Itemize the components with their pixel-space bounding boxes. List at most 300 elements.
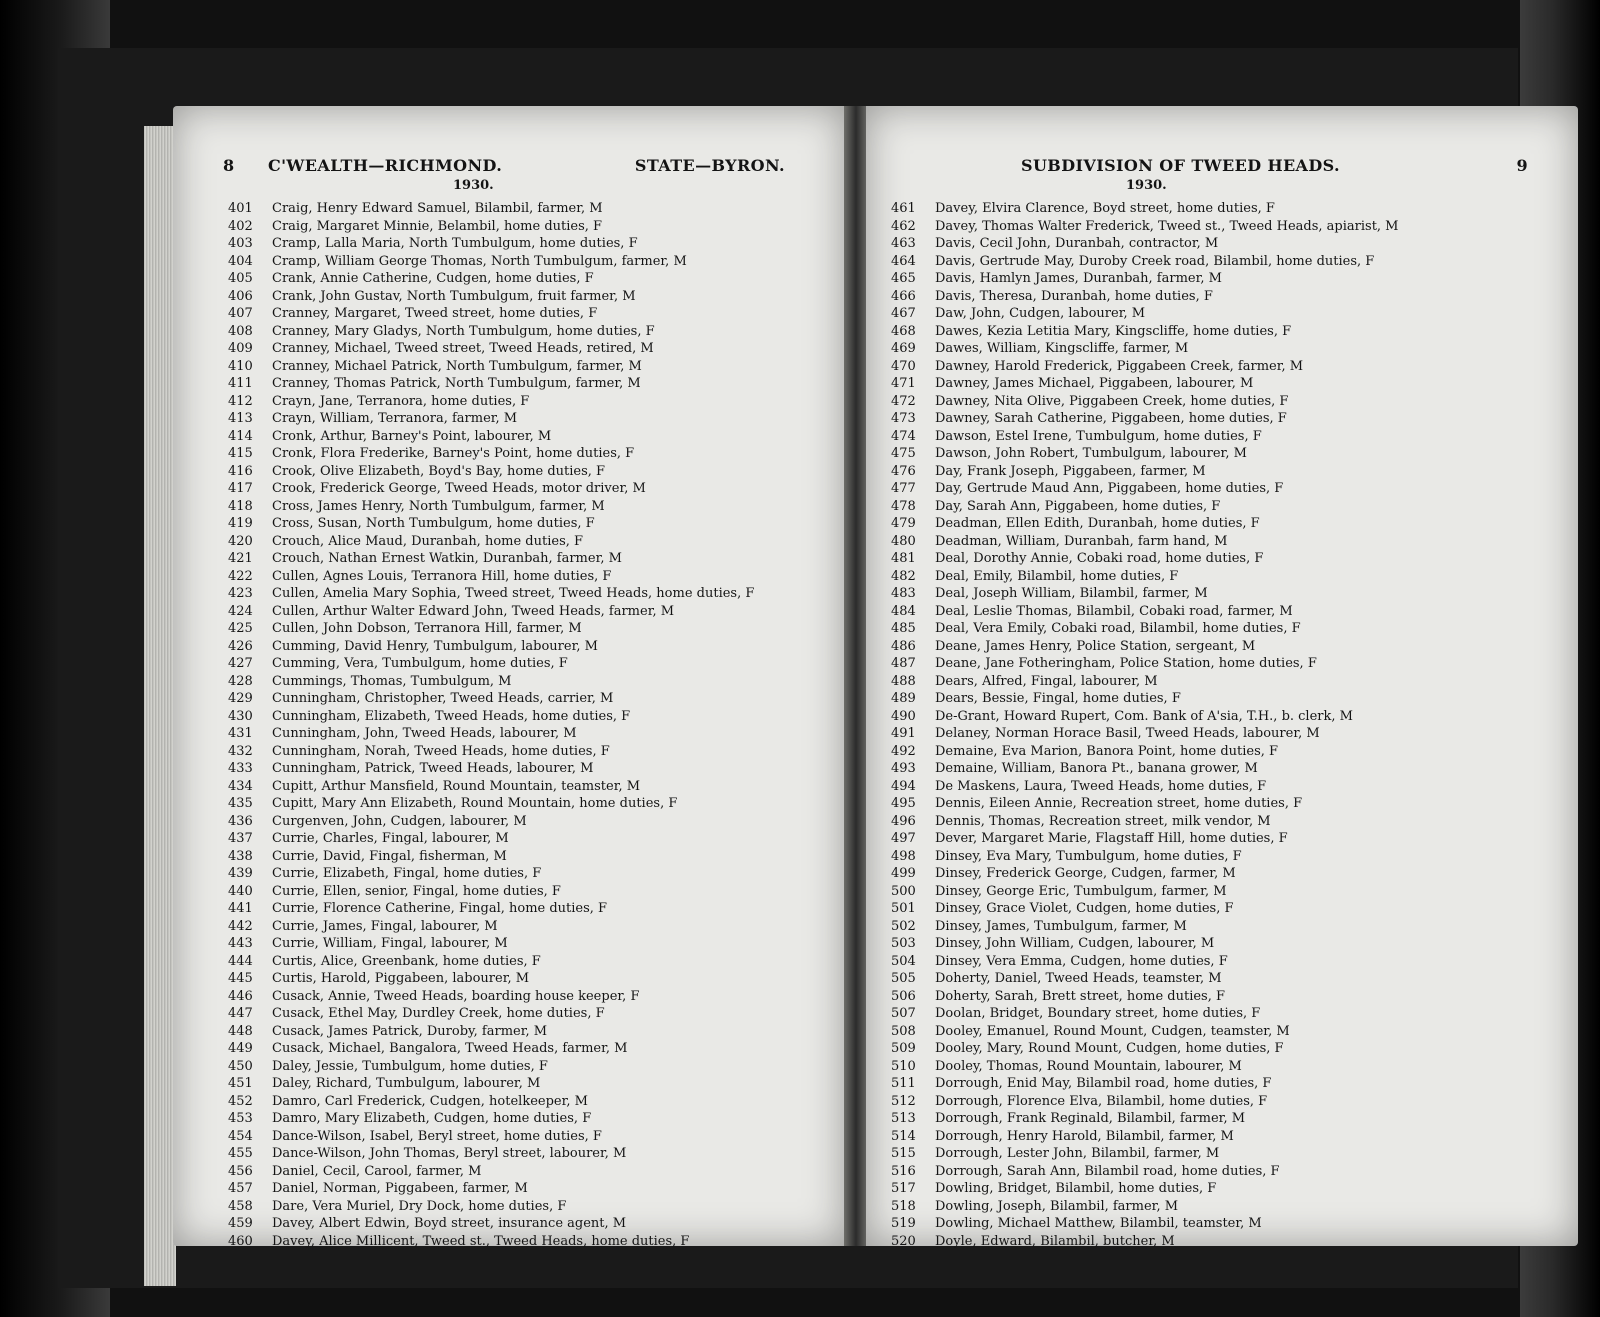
entry-number: 430 — [228, 708, 253, 724]
entry-text: Deadman, Ellen Edith, Duranbah, home duties, F — [935, 516, 1260, 531]
entry-text: Cranney, Thomas Patrick, North Tumbulgum, farmer, M — [272, 376, 641, 391]
entry-number: 413 — [228, 411, 253, 426]
entry-text: Cupitt, Arthur Mansfield, Round Mountain, teamster, M — [272, 778, 641, 794]
entry-number: 477 — [891, 481, 916, 496]
roll-entry — [228, 638, 754, 656]
roll-entry — [891, 218, 1399, 236]
entry-text: Dinsey, James, Tumbulgum, farmer, M — [935, 918, 1187, 934]
entry-text: Dowling, Bridget, Bilambil, home duties, F — [935, 1181, 1217, 1196]
roll-entry — [228, 690, 754, 708]
entry-number: 480 — [891, 533, 916, 549]
roll-entry — [891, 1023, 1399, 1041]
entry-number: 493 — [891, 761, 916, 776]
entry-text: Davey, Elvira Clarence, Boyd street, home duties, F — [935, 201, 1275, 216]
roll-entry — [891, 1093, 1399, 1111]
entry-number: 507 — [891, 1006, 916, 1021]
roll-entry — [228, 1005, 754, 1023]
entry-text: Cusack, Annie, Tweed Heads, boarding house keeper, F — [272, 988, 640, 1004]
left-page — [173, 106, 845, 1249]
left-header-state: STATE—BYRON. — [634, 156, 785, 175]
roll-entry — [228, 778, 754, 796]
roll-entry — [891, 830, 1399, 848]
entry-text: Dawes, William, Kingscliffe, farmer, M — [935, 341, 1189, 356]
entry-text: Currie, Elizabeth, Fingal, home duties, F — [272, 866, 542, 881]
roll-entry — [228, 1145, 754, 1163]
roll-entry — [891, 568, 1399, 586]
roll-entry — [228, 340, 754, 358]
entry-number: 451 — [228, 1076, 253, 1091]
entry-number: 494 — [891, 778, 916, 794]
roll-entry — [891, 1005, 1399, 1023]
roll-entry — [228, 480, 754, 498]
roll-entry — [891, 375, 1399, 393]
entry-text: Dawson, John Robert, Tumbulgum, labourer, M — [935, 446, 1247, 461]
roll-entry — [228, 585, 754, 603]
entry-text: Cupitt, Mary Ann Elizabeth, Round Mountain, home duties, F — [272, 796, 678, 811]
roll-entry — [228, 813, 754, 831]
entry-number: 448 — [228, 1023, 253, 1039]
entry-text: Cusack, Michael, Bangalora, Tweed Heads, farmer, M — [272, 1041, 628, 1056]
right-page — [866, 106, 1578, 1249]
entry-text: Dowling, Michael Matthew, Bilambil, teamster, M — [935, 1216, 1262, 1231]
roll-entry — [228, 900, 754, 918]
entry-number: 516 — [891, 1163, 916, 1179]
roll-entry — [891, 1075, 1399, 1093]
roll-entry — [891, 1110, 1399, 1128]
entry-text: Craig, Henry Edward Samuel, Bilambil, farmer, M — [272, 201, 603, 216]
entry-number: 484 — [891, 603, 916, 619]
entry-number: 492 — [891, 743, 916, 759]
roll-entry — [228, 393, 754, 411]
roll-entry — [891, 1180, 1399, 1198]
entry-number: 489 — [891, 691, 916, 706]
roll-entry — [891, 795, 1399, 813]
entry-text: Davey, Albert Edwin, Boyd street, insurance agent, M — [272, 1216, 627, 1231]
roll-entry — [228, 743, 754, 761]
entry-number: 479 — [891, 516, 916, 531]
entry-text: Dears, Bessie, Fingal, home duties, F — [935, 691, 1181, 706]
roll-entry — [228, 445, 754, 463]
roll-entry — [228, 1233, 754, 1251]
entry-text: Daniel, Norman, Piggabeen, farmer, M — [272, 1181, 528, 1196]
left-header-title: C'WEALTH—RICHMOND. — [268, 156, 503, 175]
roll-entry — [891, 620, 1399, 638]
roll-entry — [891, 253, 1399, 271]
entry-text: Dance-Wilson, John Thomas, Beryl street, labourer, M — [272, 1146, 627, 1161]
entry-number: 515 — [891, 1146, 916, 1161]
entry-number: 423 — [228, 586, 253, 601]
entry-number: 469 — [891, 341, 916, 356]
entry-text: Cronk, Flora Frederike, Barney's Point, home duties, F — [272, 446, 635, 461]
entry-text: Cross, Susan, North Tumbulgum, home duties, F — [272, 516, 595, 531]
entry-text: Crouch, Nathan Ernest Watkin, Duranbah, farmer, M — [272, 551, 622, 566]
entry-text: Dooley, Thomas, Round Mountain, labourer, M — [935, 1058, 1242, 1074]
entry-text: Day, Sarah Ann, Piggabeen, home duties, F — [935, 498, 1221, 514]
entry-number: 425 — [228, 621, 253, 636]
entry-number: 431 — [228, 726, 253, 741]
roll-entry — [891, 533, 1399, 551]
roll-entry — [891, 270, 1399, 288]
roll-entry — [891, 515, 1399, 533]
entry-number: 478 — [891, 498, 916, 514]
roll-entry — [891, 235, 1399, 253]
entry-number: 409 — [228, 341, 253, 356]
roll-entry — [891, 323, 1399, 341]
roll-entry — [891, 760, 1399, 778]
entry-text: Dinsey, Vera Emma, Cudgen, home duties, F — [935, 953, 1228, 969]
entry-number: 463 — [891, 236, 916, 251]
entry-number: 457 — [228, 1181, 253, 1196]
entry-number: 486 — [891, 638, 916, 654]
entry-number: 432 — [228, 743, 253, 759]
page-number-right: 9 — [1516, 156, 1528, 175]
roll-entry — [228, 673, 754, 691]
entry-text: Doherty, Daniel, Tweed Heads, teamster, M — [935, 971, 1222, 986]
entry-text: Cumming, David Henry, Tumbulgum, labourer, M — [272, 638, 598, 654]
entry-text: Cummings, Thomas, Tumbulgum, M — [272, 673, 512, 689]
entry-text: Cranney, Michael, Tweed street, Tweed Heads, retired, M — [272, 341, 654, 356]
entry-number: 410 — [228, 358, 253, 374]
entry-number: 458 — [228, 1198, 253, 1214]
roll-entry — [228, 935, 754, 953]
entry-number: 504 — [891, 953, 916, 969]
entry-text: De-Grant, Howard Rupert, Com. Bank of A'sia, T.H., b. clerk, M — [935, 708, 1353, 724]
entry-text: De Maskens, Laura, Tweed Heads, home duties, F — [935, 778, 1267, 794]
entry-text: Dance-Wilson, Isabel, Beryl street, home duties, F — [272, 1128, 602, 1144]
entry-number: 514 — [891, 1128, 916, 1144]
entry-number: 452 — [228, 1093, 253, 1109]
entry-number: 441 — [228, 901, 253, 916]
roll-entry — [228, 1215, 754, 1233]
roll-entry — [891, 708, 1399, 726]
page-edges — [144, 126, 176, 1286]
entry-text: Crook, Frederick George, Tweed Heads, motor driver, M — [272, 481, 646, 496]
entry-text: Doherty, Sarah, Brett street, home duties, F — [935, 988, 1225, 1004]
roll-entry — [891, 445, 1399, 463]
entry-number: 449 — [228, 1041, 253, 1056]
entry-number: 459 — [228, 1216, 253, 1231]
entry-number: 499 — [891, 866, 916, 881]
entry-number: 408 — [228, 323, 253, 339]
entry-text: Cunningham, Norah, Tweed Heads, home duties, F — [272, 743, 610, 759]
roll-entry — [228, 463, 754, 481]
entry-text: Curtis, Alice, Greenbank, home duties, F — [272, 953, 541, 969]
entry-number: 503 — [891, 936, 916, 951]
roll-entry — [891, 953, 1399, 971]
roll-entry — [228, 1075, 754, 1093]
entry-number: 420 — [228, 533, 253, 549]
entry-number: 475 — [891, 446, 916, 461]
entry-number: 472 — [891, 393, 916, 409]
entry-number: 424 — [228, 603, 253, 619]
roll-entry — [228, 410, 754, 428]
right-entry-list — [891, 200, 1399, 1250]
entry-text: Dinsey, John William, Cudgen, labourer, M — [935, 936, 1215, 951]
roll-entry — [891, 655, 1399, 673]
entry-text: Dawney, Nita Olive, Piggabeen Creek, home duties, F — [935, 393, 1289, 409]
entry-text: Dawney, Sarah Catherine, Piggabeen, home duties, F — [935, 411, 1287, 426]
roll-entry — [228, 1058, 754, 1076]
entry-number: 471 — [891, 376, 916, 391]
entry-text: Cullen, Agnes Louis, Terranora Hill, home duties, F — [272, 568, 612, 584]
entry-text: Dorrough, Enid May, Bilambil road, home duties, F — [935, 1076, 1272, 1091]
entry-number: 438 — [228, 848, 253, 864]
roll-entry — [891, 935, 1399, 953]
roll-entry — [228, 603, 754, 621]
roll-entry — [228, 1128, 754, 1146]
entry-text: Daniel, Cecil, Carool, farmer, M — [272, 1163, 482, 1179]
roll-entry — [228, 883, 754, 901]
roll-entry — [228, 918, 754, 936]
entry-text: Crouch, Alice Maud, Duranbah, home duties, F — [272, 533, 584, 549]
right-header-title: SUBDIVISION OF TWEED HEADS. — [1021, 156, 1340, 175]
entry-number: 474 — [891, 428, 916, 444]
entry-number: 437 — [228, 831, 253, 846]
roll-entry — [228, 498, 754, 516]
roll-entry — [891, 200, 1399, 218]
roll-entry — [891, 393, 1399, 411]
entry-text: Dinsey, Grace Violet, Cudgen, home duties, F — [935, 901, 1234, 916]
entry-number: 509 — [891, 1041, 916, 1056]
entry-text: Cullen, Amelia Mary Sophia, Tweed street, Tweed Heads, home duties, F — [272, 586, 755, 601]
roll-entry — [228, 795, 754, 813]
roll-entry — [228, 533, 754, 551]
roll-entry — [228, 1093, 754, 1111]
entry-number: 401 — [228, 201, 253, 216]
entry-text: Crayn, William, Terranora, farmer, M — [272, 411, 518, 426]
right-page-header — [906, 156, 1538, 184]
roll-entry — [228, 1180, 754, 1198]
roll-entry — [228, 270, 754, 288]
entry-number: 402 — [228, 218, 253, 234]
entry-number: 439 — [228, 866, 253, 881]
roll-entry — [891, 1040, 1399, 1058]
entry-number: 434 — [228, 778, 253, 794]
entry-number: 453 — [228, 1111, 253, 1126]
entry-text: Dinsey, George Eric, Tumbulgum, farmer, M — [935, 883, 1227, 899]
entry-number: 454 — [228, 1128, 253, 1144]
entry-text: Dorrough, Florence Elva, Bilambil, home duties, F — [935, 1093, 1268, 1109]
entry-number: 466 — [891, 288, 916, 304]
entry-text: Dorrough, Henry Harold, Bilambil, farmer, M — [935, 1128, 1234, 1144]
entry-text: Dinsey, Eva Mary, Tumbulgum, home duties, F — [935, 848, 1242, 864]
roll-entry — [891, 1128, 1399, 1146]
entry-text: Dooley, Mary, Round Mount, Cudgen, home duties, F — [935, 1041, 1284, 1056]
entry-number: 427 — [228, 656, 253, 671]
entry-number: 495 — [891, 796, 916, 811]
roll-entry — [891, 305, 1399, 323]
entry-number: 422 — [228, 568, 253, 584]
roll-entry — [891, 1198, 1399, 1216]
book-gutter — [844, 106, 868, 1246]
entry-number: 456 — [228, 1163, 253, 1179]
roll-entry — [891, 865, 1399, 883]
entry-number: 415 — [228, 446, 253, 461]
entry-text: Currie, Florence Catherine, Fingal, home duties, F — [272, 901, 608, 916]
roll-entry — [891, 498, 1399, 516]
entry-number: 433 — [228, 761, 253, 776]
entry-number: 491 — [891, 726, 916, 741]
roll-entry — [228, 323, 754, 341]
roll-entry — [891, 1058, 1399, 1076]
entry-number: 496 — [891, 813, 916, 829]
entry-text: Cunningham, Christopher, Tweed Heads, carrier, M — [272, 691, 614, 706]
roll-entry — [891, 988, 1399, 1006]
entry-number: 511 — [891, 1076, 916, 1091]
roll-entry — [891, 848, 1399, 866]
entry-number: 455 — [228, 1146, 253, 1161]
entry-number: 518 — [891, 1198, 916, 1214]
entry-text: Dears, Alfred, Fingal, labourer, M — [935, 673, 1158, 689]
entry-number: 470 — [891, 358, 916, 374]
roll-entry — [228, 550, 754, 568]
entry-text: Crank, John Gustav, North Tumbulgum, fruit farmer, M — [272, 288, 636, 304]
entry-text: Dawney, James Michael, Piggabeen, labourer, M — [935, 376, 1254, 391]
entry-text: Daw, John, Cudgen, labourer, M — [935, 306, 1146, 321]
entry-number: 512 — [891, 1093, 916, 1109]
entry-text: Curgenven, John, Cudgen, labourer, M — [272, 813, 527, 829]
right-page-year: 1930. — [1126, 178, 1167, 193]
roll-entry — [228, 830, 754, 848]
page-number-left: 8 — [223, 156, 235, 175]
entry-text: Crayn, Jane, Terranora, home duties, F — [272, 393, 530, 409]
entry-text: Craig, Margaret Minnie, Belambil, home duties, F — [272, 218, 603, 234]
roll-entry — [228, 970, 754, 988]
entry-number: 406 — [228, 288, 253, 304]
entry-number: 435 — [228, 796, 253, 811]
entry-number: 442 — [228, 918, 253, 934]
roll-entry — [228, 1110, 754, 1128]
roll-entry — [228, 620, 754, 638]
entry-text: Deane, Jane Fotheringham, Police Station, home duties, F — [935, 656, 1317, 671]
entry-text: Daley, Richard, Tumbulgum, labourer, M — [272, 1076, 541, 1091]
entry-number: 404 — [228, 253, 253, 269]
roll-entry — [228, 1040, 754, 1058]
roll-entry — [891, 883, 1399, 901]
entry-number: 416 — [228, 463, 253, 479]
roll-entry — [228, 568, 754, 586]
roll-entry — [228, 200, 754, 218]
roll-entry — [891, 1233, 1399, 1251]
roll-entry — [891, 603, 1399, 621]
roll-entry — [228, 235, 754, 253]
entry-number: 481 — [891, 551, 916, 566]
entry-text: Day, Gertrude Maud Ann, Piggabeen, home duties, F — [935, 481, 1284, 496]
roll-entry — [891, 900, 1399, 918]
entry-text: Cunningham, John, Tweed Heads, labourer, M — [272, 726, 577, 741]
roll-entry — [891, 1215, 1399, 1233]
entry-text: Dare, Vera Muriel, Dry Dock, home duties, F — [272, 1198, 567, 1214]
roll-entry — [228, 288, 754, 306]
roll-entry — [228, 375, 754, 393]
entry-number: 500 — [891, 883, 916, 899]
entry-text: Cronk, Arthur, Barney's Point, labourer, M — [272, 428, 552, 444]
roll-entry — [228, 305, 754, 323]
entry-number: 490 — [891, 708, 916, 724]
roll-entry — [891, 690, 1399, 708]
entry-number: 508 — [891, 1023, 916, 1039]
entry-text: Currie, Ellen, senior, Fingal, home duties, F — [272, 883, 561, 899]
roll-entry — [228, 725, 754, 743]
entry-text: Dorrough, Sarah Ann, Bilambil road, home duties, F — [935, 1163, 1280, 1179]
entry-text: Cranney, Michael Patrick, North Tumbulgum, farmer, M — [272, 358, 642, 374]
entry-text: Currie, David, Fingal, fisherman, M — [272, 848, 507, 864]
entry-text: Dorrough, Frank Reginald, Bilambil, farmer, M — [935, 1111, 1246, 1126]
roll-entry — [228, 708, 754, 726]
entry-number: 510 — [891, 1058, 916, 1074]
entry-number: 417 — [228, 481, 253, 496]
entry-text: Davey, Thomas Walter Frederick, Tweed st., Tweed Heads, apiarist, M — [935, 218, 1399, 234]
entry-text: Davey, Alice Millicent, Tweed st., Tweed Heads, home duties, F — [272, 1233, 690, 1249]
entry-number: 513 — [891, 1111, 916, 1126]
roll-entry — [228, 358, 754, 376]
entry-text: Cullen, John Dobson, Terranora Hill, farmer, M — [272, 621, 582, 636]
entry-text: Deane, James Henry, Police Station, sergeant, M — [935, 638, 1256, 654]
entry-text: Day, Frank Joseph, Piggabeen, farmer, M — [935, 463, 1206, 479]
entry-number: 482 — [891, 568, 916, 584]
roll-entry — [891, 743, 1399, 761]
entry-text: Deal, Joseph William, Bilambil, farmer, M — [935, 586, 1208, 601]
roll-entry — [891, 480, 1399, 498]
entry-number: 506 — [891, 988, 916, 1004]
entry-text: Deal, Leslie Thomas, Bilambil, Cobaki road, farmer, M — [935, 603, 1293, 619]
entry-number: 487 — [891, 656, 916, 671]
entry-text: Davis, Gertrude May, Duroby Creek road, Bilambil, home duties, F — [935, 253, 1375, 269]
entry-text: Deal, Emily, Bilambil, home duties, F — [935, 568, 1179, 584]
entry-number: 429 — [228, 691, 253, 706]
entry-text: Cunningham, Elizabeth, Tweed Heads, home duties, F — [272, 708, 631, 724]
entry-number: 403 — [228, 236, 253, 251]
entry-text: Cross, James Henry, North Tumbulgum, farmer, M — [272, 498, 605, 514]
entry-text: Cullen, Arthur Walter Edward John, Tweed Heads, farmer, M — [272, 603, 675, 619]
entry-text: Damro, Carl Frederick, Cudgen, hotelkeeper, M — [272, 1093, 588, 1109]
roll-entry — [891, 918, 1399, 936]
entry-number: 485 — [891, 621, 916, 636]
entry-text: Daley, Jessie, Tumbulgum, home duties, F — [272, 1058, 548, 1074]
roll-entry — [891, 550, 1399, 568]
entry-text: Davis, Theresa, Duranbah, home duties, F — [935, 288, 1213, 304]
roll-entry — [228, 218, 754, 236]
entry-text: Deadman, William, Duranbah, farm hand, M — [935, 533, 1228, 549]
entry-number: 445 — [228, 971, 253, 986]
entry-number: 501 — [891, 901, 916, 916]
roll-entry — [228, 760, 754, 778]
roll-entry — [228, 428, 754, 446]
entry-number: 411 — [228, 376, 253, 391]
entry-number: 488 — [891, 673, 916, 689]
roll-entry — [891, 428, 1399, 446]
entry-text: Cumming, Vera, Tumbulgum, home duties, F — [272, 656, 568, 671]
entry-number: 405 — [228, 271, 253, 286]
roll-entry — [891, 340, 1399, 358]
entry-text: Doyle, Edward, Bilambil, butcher, M — [935, 1233, 1175, 1249]
entry-text: Cranney, Mary Gladys, North Tumbulgum, home duties, F — [272, 323, 655, 339]
entry-number: 465 — [891, 271, 916, 286]
entry-text: Dinsey, Frederick George, Cudgen, farmer, M — [935, 866, 1236, 881]
entry-number: 419 — [228, 516, 253, 531]
entry-text: Cramp, Lalla Maria, North Tumbulgum, home duties, F — [272, 236, 638, 251]
entry-number: 502 — [891, 918, 916, 934]
entry-number: 421 — [228, 551, 253, 566]
roll-entry — [891, 1163, 1399, 1181]
entry-number: 464 — [891, 253, 916, 269]
roll-entry — [891, 725, 1399, 743]
roll-entry — [228, 988, 754, 1006]
entry-text: Deal, Dorothy Annie, Cobaki road, home duties, F — [935, 551, 1264, 566]
entry-text: Davis, Hamlyn James, Duranbah, farmer, M — [935, 271, 1222, 286]
left-page-year: 1930. — [453, 178, 494, 193]
entry-number: 461 — [891, 201, 916, 216]
